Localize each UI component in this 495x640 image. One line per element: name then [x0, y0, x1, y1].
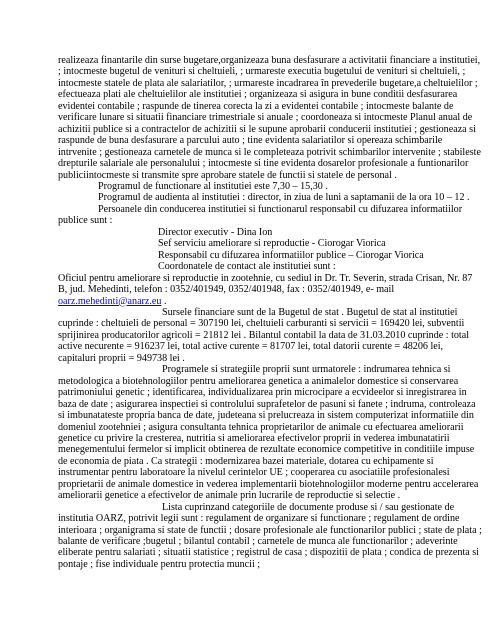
contact-text: Oficiul pentru ameliorare si reproductie in zootehnie, cu sediul in Dr. Tr. Severin, strada Crisan, Nr. 87 B, jud. Mehedinti, telefon : 0352/401949, 0352/401948, fax : 0352/401949, e- mail [58, 272, 473, 296]
program-functionare: Programul de functionare al institutiei este 7,30 – 15,30 . [98, 180, 328, 192]
contact-paragraph [58, 273, 483, 307]
surse-text: . Bugetul de stat al institutiei cuprinde : cheltuieli de personal = 307190 lei, cheltuieli carburanti si servicii = 169420 lei, subventii sprijinirea producatorilor agricoli = 21812 lei . Bilantul contabil la data de 31.03.2010 cuprinde : total active necurente = 916237 lei, total active curente = 81707 lei, total datorii curente = 48206 lei, capitaluri proprii = 949738 lei . [58, 306, 470, 364]
programe-heading: Programele si strategiile proprii sunt urmatorele [162, 364, 356, 376]
program-audienta-text: Programul de audienta al institutiei : director, in ziua de luni a saptamanii de la ora 10 – 12 . [98, 192, 470, 204]
programe-text: : indrumarea tehnica si metodologica a biotehnologiilor pentru ameliorarea genetica a animalelor domestice si conservarea patrimoniului genetic ; identificarea, individualizarea prin microcipare a ecvideelor si inregistrarea in baza de date ; asigurarea inspectiei si controlului suprafetelor de pasuni si fanete ; indruma, controleaza si imbunatateste propria banca de date, judeteana si prelucreaza in sistem computerizat informatiile din domeniul zootehniei ; asigura consultanta tehnica proprietarilor de animale cu efectuarea ameliorarii genetice cu privire la cresterea, nutritia si ameliorarea efectivelor proprii in vederea imbunatatirii menegementului fermelor si implicit obtinerea de rezultate economice competitive in conditiile impuse de economia de piata . Ca strategii : modernizarea bazei materiale, dotarea cu echipamente si instrumentar pentru laboratoare la nivelul cerintelor UE ; cooperarea cu asociatiile profesionalesi proprietarii de animale domestice in vederea implementarii biotehnologiilor moderne pentru accelerarea ameliorarii genetice a efectivelor de animale prin lucrarile de reproductie si selectie . [58, 364, 479, 502]
persoana-responsabil: Responsabil cu difuzarea informatiilor publice – Ciorogar Viorica [158, 249, 424, 261]
email-suffix: . [161, 295, 167, 307]
email-link[interactable]: oarz.mehedinti@anarz.eu [58, 295, 162, 307]
surse-heading: Sursele financiare sunt de la Bugetul de stat [162, 306, 339, 318]
lista-paragraph [58, 502, 483, 571]
programe-paragraph [58, 364, 483, 501]
lista-heading: Lista cuprinzand categoriile de documente produse si / sau gestionate de institutia OARZ [58, 501, 455, 525]
surse-paragraph [58, 307, 483, 364]
persoane-intro-text: Persoanele din conducerea institutiei si functionarul responsabil cu difuzarea informatiilor publice sunt : [58, 203, 463, 227]
program-audienta [58, 192, 483, 203]
document-page [58, 55, 483, 570]
lista-text: , potrivit legii sunt : regulament de organizare si functionare ; regulament de ordine interioara ; organigrama si state de functii ; dosare profesionale ale functionarilor publici ; state de plata ; balante de verificare ;bugetul ; bilantul contabil ; carnetele de munca ale functionarilor ; adeverinte eliberate pentru salariati ; situatii statistice ; registrul de casa ; dispozitii de plata ; condica de prezenta si pontaje ; fise individuale pentru protectia muncii ; [58, 513, 482, 570]
persoane-intro [58, 204, 483, 227]
contact-heading: Coordonatele de contact ale institutiei sunt : [158, 261, 336, 273]
persoana-director: Director executiv - Dina Ion [158, 226, 273, 238]
intro-paragraph: realizeaza finantarile din surse bugetare,organizeaza buna desfasurare a activitatii financiare a institutiei, ; intocmeste bugetul de venituri si cheltuieli, ; urmareste executia bugetului de venituri si cheltuieli, ; intocmeste statele de plata ale salariatilor, ; urmareste incadrarea în prevederile bugetare,a cheltuielilor ; efectueaza plati ale cheltuielilor ale institutiei ; organizeaza si asigura in bune conditii desfasurarea evidentei contabile ; raspunde de tinerea corecta la zi a evidentei contabile ; intocmeste balante de verificare lunare si situatii financiare trimestriale si anuale ; coordoneaza si intocmeste Planul anual de achizitii publice si a contractelor de achizitii si le supune aprobarii conducerii institutiei ; gestioneaza si raspunde de buna desfasurare a parcului auto ; tine evidenta salariatilor si opereaza schimbarile intrvenite ; gestioneaza carnetele de munca si le completeaza potrivit schimbarilor intervenite ; stabileste drepturile salariale ale personalului ; intocmeste si tine evidenta dosarelor profesionale a funtionarilor publiciintocmeste si transmite spre aprobare statele de functii si statele de personal . [58, 55, 481, 181]
persoana-sef-serviciu: Sef serviciu ameliorare si reproductie - Ciorogar Viorica [158, 238, 386, 250]
